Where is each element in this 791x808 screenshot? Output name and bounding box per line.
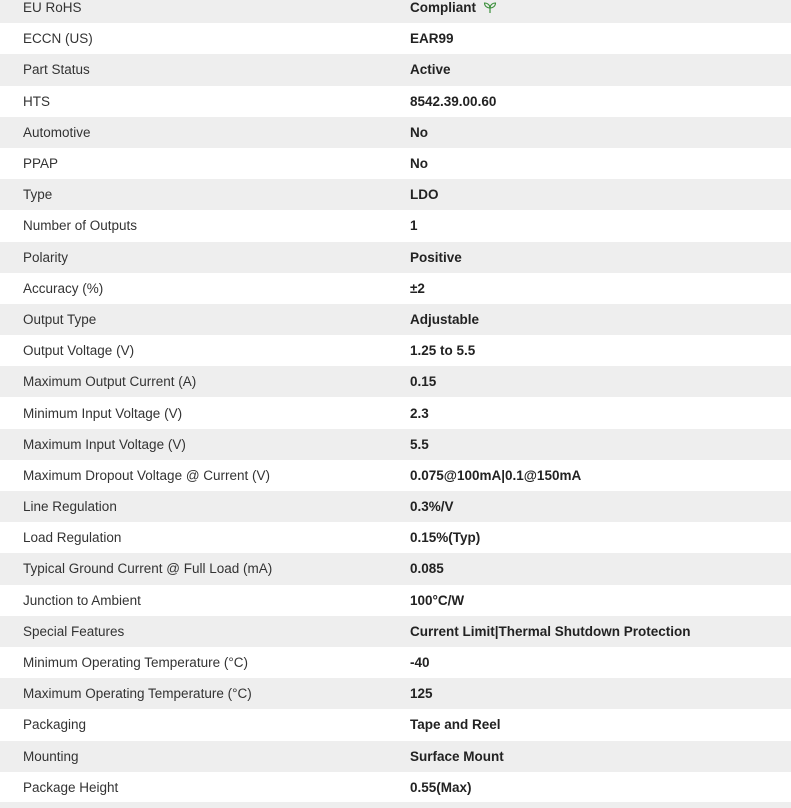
spec-row-special-features: [0, 616, 791, 647]
spec-label: Typical Ground Current @ Full Load (mA): [23, 561, 273, 577]
spec-label: Maximum Operating Temperature (°C): [23, 686, 252, 702]
spec-value: LDO: [410, 187, 439, 203]
spec-value: 8542.39.00.60: [410, 93, 497, 109]
spec-label: Minimum Input Voltage (V): [23, 405, 183, 421]
spec-value: 5.5: [410, 436, 429, 452]
spec-row-max-dropout-voltage: [0, 460, 791, 491]
spec-label: Junction to Ambient: [23, 592, 141, 608]
spec-label: HTS: [23, 93, 50, 109]
spec-row-automotive: [0, 117, 791, 148]
spec-value: EAR99: [410, 31, 454, 47]
table-bottom-edge: [0, 802, 791, 808]
spec-value: 0.075@100mA|0.1@150mA: [410, 467, 582, 483]
spec-value: 1.25 to 5.5: [410, 343, 476, 359]
spec-label: Package Height: [23, 779, 119, 795]
spec-label: Part Status: [23, 62, 90, 78]
spec-value: 0.55(Max): [410, 779, 472, 795]
spec-value: Tape and Reel: [410, 717, 501, 733]
spec-label: Mounting: [23, 748, 79, 764]
spec-row-part-status: [0, 54, 791, 85]
spec-value: No: [410, 124, 428, 140]
spec-row-load-regulation: [0, 522, 791, 553]
spec-row-min-input-voltage: [0, 397, 791, 428]
leaf-icon: [483, 2, 497, 14]
spec-label: Line Regulation: [23, 499, 117, 515]
spec-row-ground-current: [0, 553, 791, 584]
spec-value: No: [410, 156, 428, 172]
spec-label: Packaging: [23, 717, 87, 733]
spec-label: Minimum Operating Temperature (°C): [23, 655, 248, 671]
spec-label: Maximum Dropout Voltage @ Current (V): [23, 467, 271, 483]
spec-row-ppap: [0, 148, 791, 179]
spec-value: -40: [410, 655, 430, 671]
spec-row-eu-rohs: [0, 0, 791, 23]
spec-row-min-operating-temp: [0, 647, 791, 678]
spec-row-max-output-current: [0, 366, 791, 397]
spec-row-accuracy: [0, 273, 791, 304]
spec-label: Special Features: [23, 623, 125, 639]
spec-row-type: [0, 179, 791, 210]
spec-value: Surface Mount: [410, 748, 504, 764]
spec-row-packaging: [0, 709, 791, 740]
spec-label: Output Voltage (V): [23, 343, 135, 359]
spec-row-package-height: [0, 772, 791, 803]
spec-value: 100°C/W: [410, 592, 465, 608]
spec-value: 0.085: [410, 561, 444, 577]
spec-label: Output Type: [23, 311, 97, 327]
spec-value: 2.3: [410, 405, 429, 421]
spec-row-eccn: [0, 23, 791, 54]
spec-value: 0.15: [410, 374, 437, 390]
spec-row-number-of-outputs: [0, 210, 791, 241]
spec-value: 0.15%(Typ): [410, 530, 481, 546]
spec-value-text: Compliant: [410, 0, 476, 16]
spec-value: 1: [410, 218, 418, 234]
spec-value: [388, 0, 791, 15]
spec-value: ±2: [410, 280, 425, 296]
spec-value: 125: [410, 686, 433, 702]
spec-value: 0.3%/V: [410, 499, 454, 515]
spec-label: Polarity: [23, 249, 69, 265]
spec-value: Active: [410, 62, 451, 78]
spec-value: Positive: [410, 249, 462, 265]
spec-row-mounting: [0, 741, 791, 772]
spec-row-max-input-voltage: [0, 429, 791, 460]
spec-row-junction-to-ambient: [0, 585, 791, 616]
spec-label: Load Regulation: [23, 530, 122, 546]
spec-label: PPAP: [23, 156, 59, 172]
spec-row-hts: [0, 86, 791, 117]
spec-label: EU RoHS: [23, 0, 82, 16]
spec-row-output-voltage: [0, 335, 791, 366]
spec-row-polarity: [0, 242, 791, 273]
spec-value: Current Limit|Thermal Shutdown Protection: [410, 623, 691, 639]
spec-value: Adjustable: [410, 311, 480, 327]
spec-row-output-type: [0, 304, 791, 335]
spec-label: Type: [23, 187, 53, 203]
spec-row-max-operating-temp: [0, 678, 791, 709]
spec-label: Automotive: [23, 124, 91, 140]
spec-label: ECCN (US): [23, 31, 93, 47]
spec-label: Maximum Input Voltage (V): [23, 436, 186, 452]
spec-row-line-regulation: [0, 491, 791, 522]
spec-label: Maximum Output Current (A): [23, 374, 197, 390]
spec-label: Accuracy (%): [23, 280, 104, 296]
spec-label: Number of Outputs: [23, 218, 138, 234]
